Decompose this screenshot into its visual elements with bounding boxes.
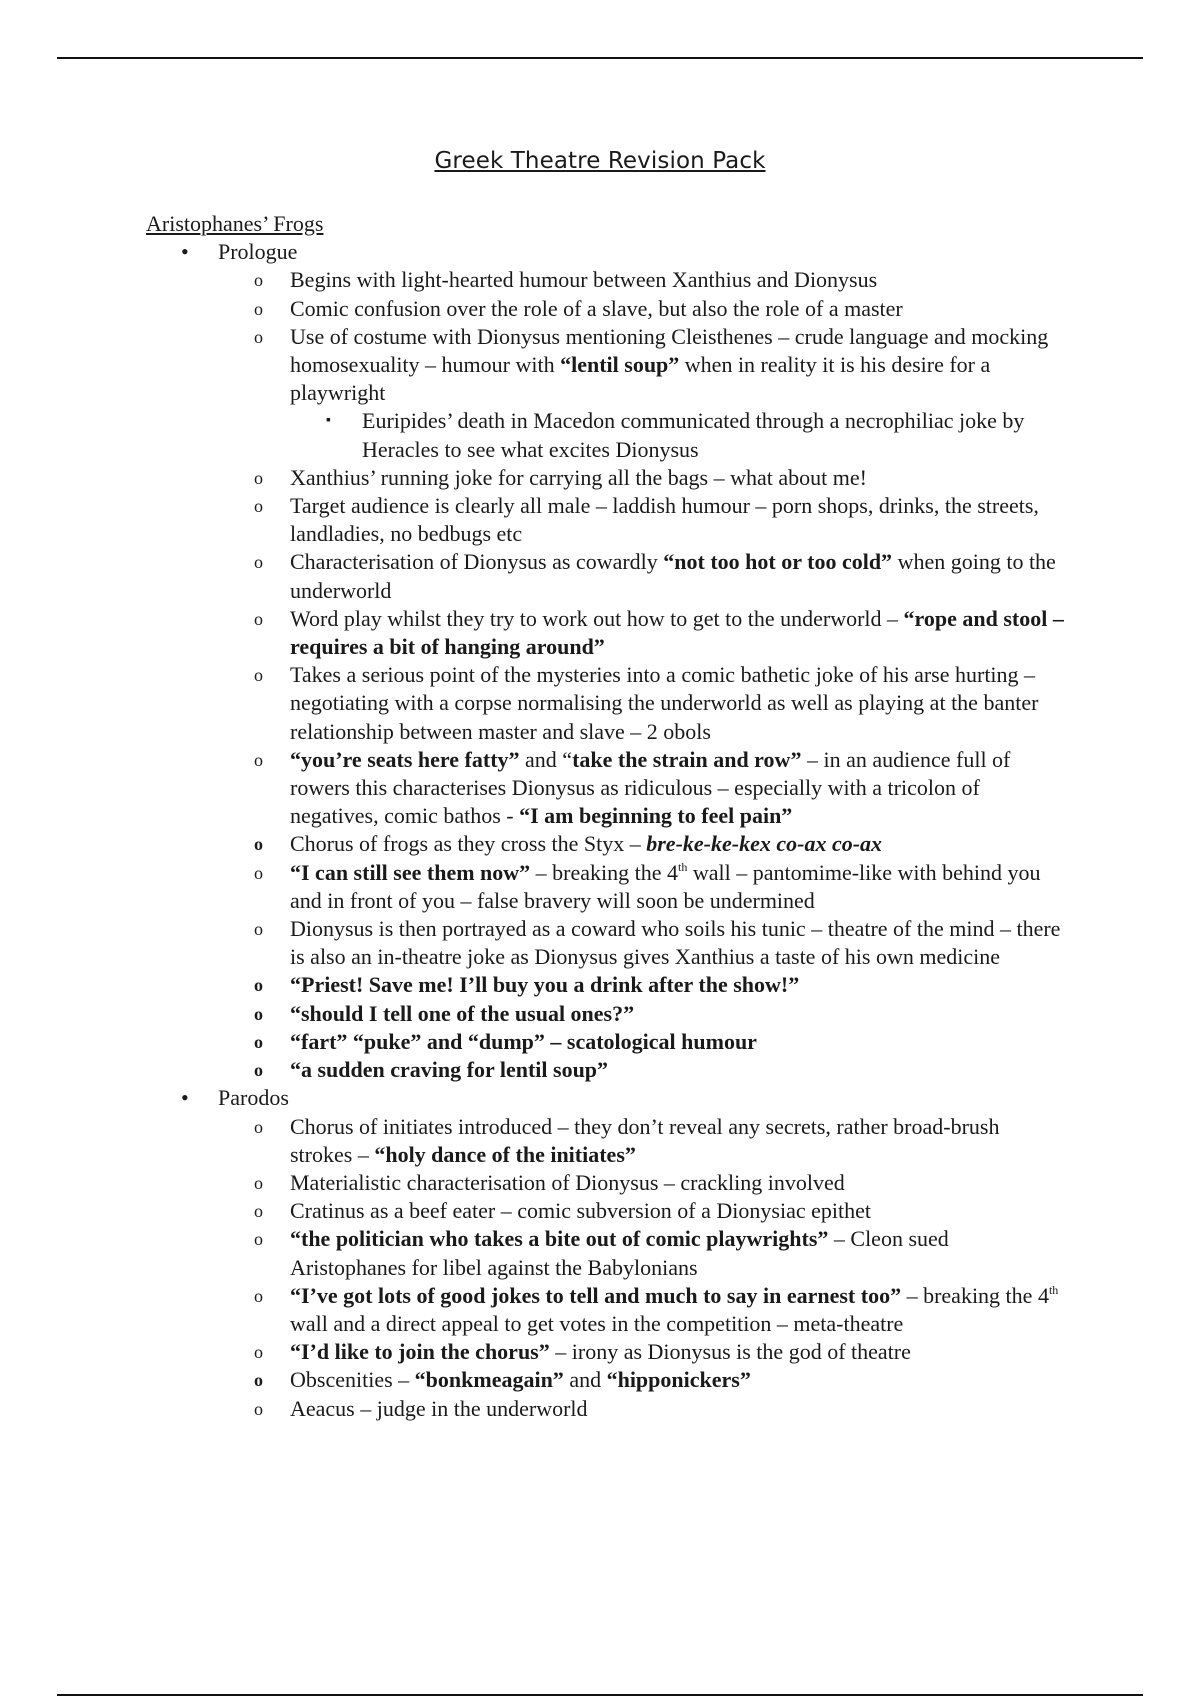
bold-text: “Priest! Save me! I’ll buy you a drink after the show!” (290, 972, 800, 998)
section-label: Parodos (218, 1085, 289, 1111)
text-run: wall and a direct appeal to get votes in the competition – meta-theatre (290, 1310, 904, 1336)
text-run: Word play whilst they try to work out how to get to the underworld – (290, 605, 904, 631)
bold-text: “I’ve got lots of good jokes to tell and much to say in earnest too” (290, 1282, 902, 1308)
circle-bullet-icon: o (254, 1031, 263, 1052)
text-run: Use of costume with Dionysus mentioning Cleisthenes – crude language and mocking homosexuality – humour with (290, 323, 1049, 378)
circle-bullet-icon: o (254, 467, 263, 488)
list-item (218, 661, 1066, 746)
list-item (218, 323, 1066, 464)
text-run: Comic confusion over the role of a slave, but also the role of a master (290, 295, 903, 321)
text-run: – in an audience full of rowers this characterises Dionysus as ridiculous – especially with a tricolon of negatives, comic bathos - (290, 746, 1011, 829)
text-run: – breaking the 4 (530, 859, 679, 885)
text-run: – breaking the 4 (901, 1282, 1049, 1308)
text-run: and (563, 1367, 607, 1393)
circle-bullet-icon: o (254, 919, 263, 940)
point-text (290, 1396, 588, 1421)
list-item (218, 1169, 1066, 1197)
bottom-rule (57, 1694, 1143, 1696)
list-item (218, 295, 1066, 323)
bold-text: “I am beginning to feel pain” (519, 803, 793, 829)
text-run: Cratinus as a beef eater – comic subversion of a Dionysiac epithet (290, 1198, 871, 1224)
list-item (218, 746, 1066, 831)
list-item (218, 605, 1066, 661)
bold-text: “should I tell one of the usual ones?” (290, 1000, 635, 1026)
text-run: when going to the underworld (290, 549, 1056, 603)
text-run: Aeacus – judge in the underworld (290, 1395, 588, 1421)
point-text (290, 1114, 1000, 1167)
bold-text: “I can still see them now” (290, 859, 531, 885)
list-item (218, 830, 1066, 858)
text-run: when in reality it is his desire for a playwright (290, 352, 991, 406)
list-item (218, 1282, 1066, 1338)
text-run: Dionysus is then portrayed as a coward who soils his tunic – theatre of the mind – there is also an in-theatre joke as Dionysus gives Xanthius a taste of his own medicine (290, 916, 1061, 970)
circle-bullet-icon: o (254, 1398, 263, 1419)
bold-text: bre-ke-ke-kex co-ax co-ax (646, 831, 883, 857)
point-text (290, 1001, 634, 1026)
point-text (290, 549, 1056, 602)
circle-bullet-icon: o (254, 1003, 263, 1024)
circle-bullet-icon: o (254, 608, 263, 629)
list-item (218, 1225, 1066, 1281)
list-item (218, 266, 1066, 294)
bold-text: “a sudden craving for lentil soup” (290, 1057, 609, 1083)
text-run: Euripides’ death in Macedon communicated through a necrophiliac joke by Heracles to see what excites Dionysus (362, 408, 1025, 462)
bold-text: “bonkmeagain” (414, 1367, 564, 1393)
point-text (290, 1170, 845, 1195)
circle-bullet-icon: o (254, 326, 263, 347)
circle-bullet-icon: o (254, 834, 263, 855)
bold-text: take the strain and row” (572, 746, 802, 772)
disc-bullet-icon: • (181, 1085, 189, 1111)
bold-text: “you’re seats here fatty” (290, 746, 520, 772)
circle-bullet-icon: o (254, 1229, 263, 1250)
circle-bullet-icon: o (254, 298, 263, 319)
bold-text: “lentil soup” (560, 352, 680, 378)
section-label: Prologue (218, 239, 298, 265)
document-title: Greek Theatre Revision Pack (434, 148, 766, 174)
circle-bullet-icon: o (254, 552, 263, 573)
text-run: – irony as Dionysus is the god of theatre (549, 1339, 911, 1365)
superscript: th (678, 859, 688, 874)
point-text (290, 465, 867, 490)
text-run: Begins with light-hearted humour between Xanthius and Dionysus (290, 267, 878, 293)
point-text (290, 267, 877, 292)
text-run: Chorus of initiates introduced – they don’t reveal any secrets, rather broad-brush strokes – (290, 1113, 1000, 1167)
list-item (218, 859, 1066, 915)
bold-text: “holy dance of the initiates” (374, 1141, 636, 1167)
bold-text: “not too hot or too cold” (663, 549, 893, 575)
circle-bullet-icon: o (254, 1201, 263, 1222)
list-item (218, 971, 1066, 999)
point-text (290, 916, 1060, 969)
circle-bullet-icon: o (254, 1060, 263, 1081)
point-text (290, 1367, 751, 1392)
circle-bullet-icon: o (254, 270, 263, 291)
document-body (146, 210, 1066, 1423)
circle-bullet-icon: o (254, 1116, 263, 1137)
circle-bullet-icon: o (254, 665, 263, 686)
circle-bullet-icon: o (254, 496, 263, 517)
circle-bullet-icon: o (254, 749, 263, 770)
point-text (290, 1283, 1058, 1336)
bold-text: “the politician who takes a bite out of comic playwrights” (290, 1226, 829, 1252)
text-run: – Cleon sued Aristophanes for libel against the Babylonians (290, 1226, 949, 1280)
section-list (146, 238, 1066, 1423)
sub-list-item (290, 407, 1066, 463)
point-text (290, 831, 882, 856)
section-item (146, 238, 1066, 1084)
point-list (218, 266, 1066, 1084)
text-run: wall – pantomime-like with behind you and in front of you – false bravery will soon be undermined (290, 859, 1041, 913)
list-item (218, 1197, 1066, 1225)
list-item (218, 1028, 1066, 1056)
bold-text: “rope and stool – requires a bit of hanging around” (290, 605, 1064, 660)
bold-text: “hipponickers” (606, 1367, 751, 1393)
point-list (218, 1113, 1066, 1423)
point-text (290, 662, 1038, 743)
list-item (218, 1338, 1066, 1366)
circle-bullet-icon: o (254, 1342, 263, 1363)
circle-bullet-icon: o (254, 1172, 263, 1193)
circle-bullet-icon: o (254, 1370, 263, 1391)
text-run: Characterisation of Dionysus as cowardly (290, 549, 664, 575)
sub-point-text (362, 408, 1024, 461)
point-text (290, 972, 799, 997)
point-text (290, 747, 1010, 828)
bold-text: “fart” “puke” and “dump” – scatological humour (290, 1028, 757, 1054)
list-item (218, 548, 1066, 604)
circle-bullet-icon: o (254, 975, 263, 996)
superscript: th (1048, 1282, 1059, 1297)
list-item (218, 492, 1066, 548)
text-run: Xanthius’ running joke for carrying all the bags – what about me! (290, 464, 867, 490)
text-run: Takes a serious point of the mysteries into a comic bathetic joke of his arse hurting – negotiating with a corpse normalising the underworld as well as playing at the banter relationship between master and slave – 2 obols (290, 662, 1039, 744)
bold-text: “I’d like to join the chorus” (290, 1339, 550, 1365)
circle-bullet-icon: o (254, 1285, 263, 1306)
point-text (290, 860, 1041, 913)
list-item (218, 1366, 1066, 1394)
point-text (290, 324, 1048, 405)
list-item (218, 1000, 1066, 1028)
text-run: Target audience is clearly all male – laddish humour – porn shops, drinks, the streets, landladies, no bedbugs etc (290, 493, 1039, 547)
point-text (290, 1339, 911, 1364)
point-text (290, 1226, 949, 1279)
circle-bullet-icon: o (254, 862, 263, 883)
text-run: Obscenities – (290, 1367, 415, 1393)
list-item (218, 915, 1066, 971)
text-run: and “ (519, 746, 573, 772)
section-heading: Aristophanes’ Frogs (146, 211, 324, 236)
point-text (290, 1198, 871, 1223)
list-item (218, 464, 1066, 492)
text-run: Chorus of frogs as they cross the Styx – (290, 831, 647, 857)
point-text (290, 606, 1064, 659)
list-item (218, 1113, 1066, 1169)
point-text (290, 493, 1039, 546)
point-text (290, 1057, 608, 1082)
section-item (146, 1084, 1066, 1422)
disc-bullet-icon: • (181, 239, 189, 265)
top-rule (57, 57, 1143, 59)
list-item (218, 1395, 1066, 1423)
point-text (290, 296, 903, 321)
square-bullet-icon: ▪ (326, 413, 331, 429)
text-run: Materialistic characterisation of Dionysus – crackling involved (290, 1169, 845, 1195)
sub-point-list (290, 407, 1066, 463)
list-item (218, 1056, 1066, 1084)
point-text (290, 1029, 757, 1054)
